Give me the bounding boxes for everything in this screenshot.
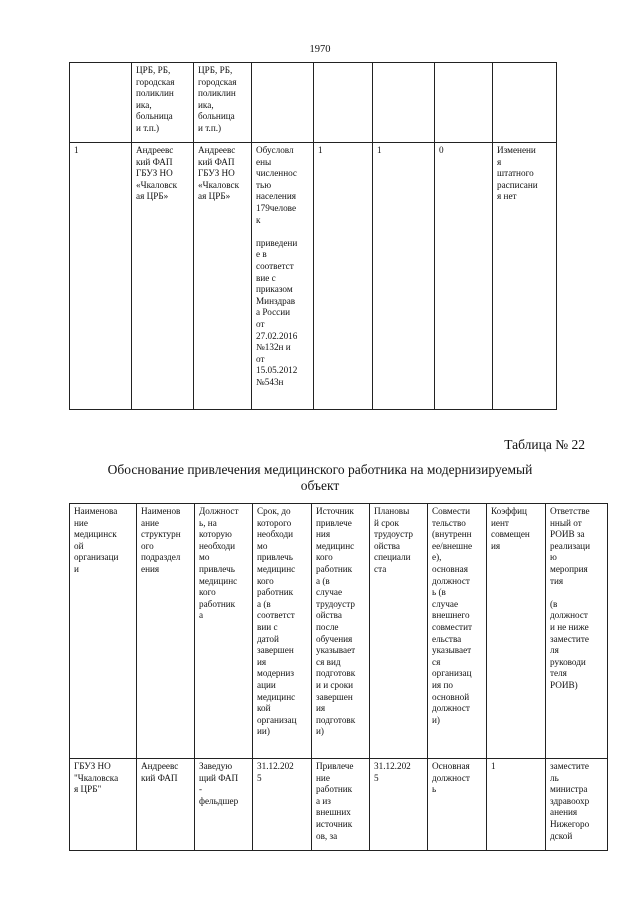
table-cell: 31.12.202 5 [370, 759, 428, 851]
table-cell: 1 [314, 143, 373, 410]
table-cell: ГБУЗ НО "Чкаловска я ЦРБ" [70, 759, 137, 851]
table-cell: Основная должност ь [428, 759, 487, 851]
table-row [70, 143, 557, 410]
page-number: 1970 [309, 44, 331, 55]
table-cell: Заведую щий ФАП - фельдшер [195, 759, 253, 851]
table-title-line: Обоснование привлечения медицинского работника на модернизируемый [107, 462, 533, 477]
table-cell [435, 63, 493, 143]
table-row [70, 63, 557, 143]
table-title [0, 462, 640, 494]
table-cell [314, 63, 373, 143]
column-header: Должност ь, на которую необходи мо привлечь медицинс кого работник а [195, 504, 253, 759]
table-cell [373, 63, 435, 143]
column-header: Коэффиц иент совмещен ия [487, 504, 546, 759]
column-header: Срок, до которого необходи мо привлечь медицинс кого работник а (в соответст вии с датой завершен ия модерниз ации медицинс кой организац ии) [253, 504, 312, 759]
table-cell: Андреевс кий ФАП [137, 759, 195, 851]
table-cell: 31.12.202 5 [253, 759, 312, 851]
table-cell: заместите ль министра здравоохр анения Нижегоро дской [546, 759, 608, 851]
table-cell: 1 [487, 759, 546, 851]
column-header: Наименов ание структурн ого подраздел ения [137, 504, 195, 759]
column-header: Источник привлече ния медицинс кого работник а (в случае трудоустр ойства после обучения указывает ся вид подготовк и и сроки завершен ия подготовк и) [312, 504, 370, 759]
table-cell: 0 [435, 143, 493, 410]
column-header: Совмести тельство (внутренн ее/внешне е), основная должност ь (в случае внешнего совместит ельства указывает ся организац ия по основной должност и) [428, 504, 487, 759]
table-cell: Андреевс кий ФАП ГБУЗ НО «Чкаловск ая ЦРБ» [194, 143, 252, 410]
table-row [70, 759, 608, 851]
table-cell: ЦРБ, РБ, городская поликлин ика, больница и т.п.) [132, 63, 194, 143]
column-header: Плановы й срок трудоустр ойства специали ста [370, 504, 428, 759]
column-header: Наименова ние медицинск ой организаци и [70, 504, 137, 759]
table-cell: 1 [70, 143, 132, 410]
table-header-row [70, 504, 608, 759]
table-cell: Андреевс кий ФАП ГБУЗ НО «Чкаловск ая ЦРБ» [132, 143, 194, 410]
table-cell [493, 63, 557, 143]
table-cell: Привлече ние работник а из внешних источник ов, за [312, 759, 370, 851]
table-cell: ЦРБ, РБ, городская поликлин ика, больница и т.п.) [194, 63, 252, 143]
table-cell [252, 63, 314, 143]
table-cell: Изменени я штатного расписани я нет [493, 143, 557, 410]
table-cell: Обусловл ены численнос тью населения 179челове к приведени е в соответст вие с приказом Минздрав а России от 27.02.2016 №132н и от 15.05.2012 №543н [252, 143, 314, 410]
continued-table [69, 62, 557, 410]
table-cell [70, 63, 132, 143]
table-number-label: Таблица № 22 [504, 437, 585, 452]
justification-table [69, 503, 608, 851]
table-title-line: объект [300, 478, 340, 493]
column-header: Ответстве нный от РОИВ за реализаци ю мероприя тия (в должност и не ниже заместите ля руководи теля РОИВ) [546, 504, 608, 759]
table-cell: 1 [373, 143, 435, 410]
